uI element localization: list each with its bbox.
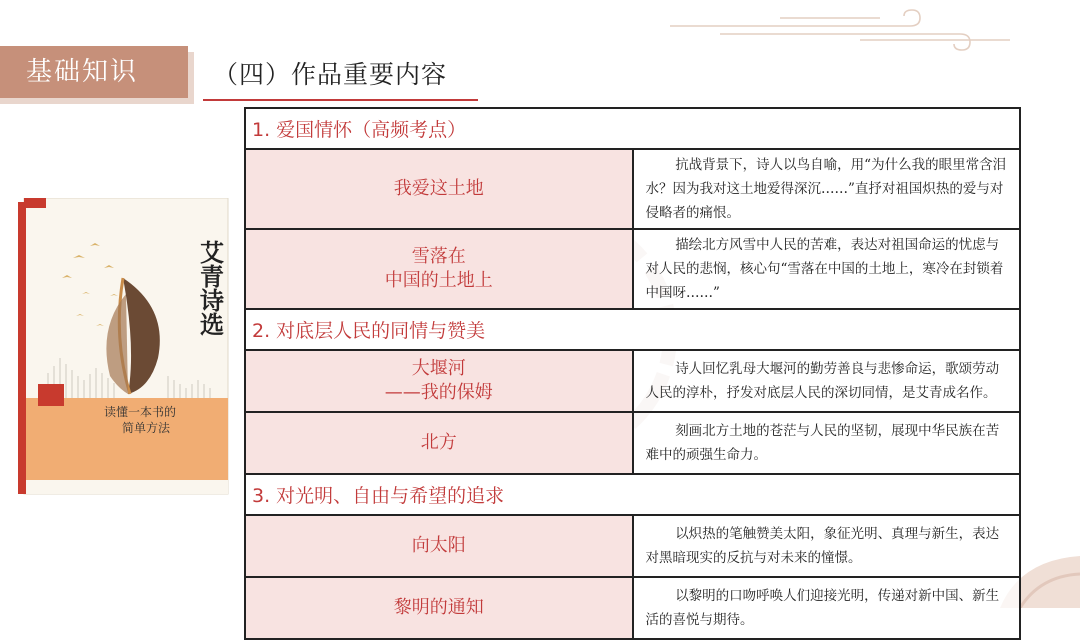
title-underline — [203, 99, 478, 101]
poem-title-cell — [245, 577, 633, 639]
content-table — [244, 107, 1021, 640]
section-heading: 1. 爱国情怀（高频考点） — [245, 108, 1020, 149]
poem-description: 描绘北方风雪中人民的苦难，表达对祖国命运的忧虑与对人民的悲悯，核心句“雪落在中国的土地上，寒冷在封锁着中国呀……” — [633, 229, 1021, 309]
poem-description: 抗战背景下，诗人以鸟自喻，用“为什么我的眼里常含泪水？因为我对这土地爱得深沉……”直抒对祖国炽热的爱与对侵略者的痛恨。 — [633, 149, 1021, 229]
table-row — [245, 149, 1020, 229]
table-row — [245, 412, 1020, 474]
table-row — [245, 350, 1020, 412]
section-heading: 3. 对光明、自由与希望的追求 — [245, 474, 1020, 515]
poem-title-line: 中国的土地上 — [384, 270, 493, 291]
poem-description: 诗人回忆乳母大堰河的勤劳善良与悲惨命运，歌颂劳动人民的淳朴，抒发对底层人民的深切同情，是艾青成名作。 — [633, 350, 1021, 412]
poem-title-cell — [245, 412, 633, 474]
section-heading-row — [245, 309, 1020, 350]
book-cover-image — [18, 198, 232, 498]
poem-title-line: 大堰河 — [411, 358, 466, 379]
poem-title-line: 黎明的通知 — [393, 597, 484, 618]
book-slogan-2: 简单方法 — [122, 421, 171, 435]
poem-title-cell — [245, 515, 633, 577]
poem-title-line: ——我的保姆 — [384, 382, 493, 403]
table-row — [245, 577, 1020, 639]
poem-description: 以炽热的笔触赞美太阳，象征光明、真理与新生，表达对黑暗现实的反抗与对未来的憧憬。 — [633, 515, 1021, 577]
section-heading-row — [245, 474, 1020, 515]
poem-title-cell — [245, 149, 633, 229]
poem-description: 以黎明的口吻呼唤人们迎接光明，传递对新中国、新生活的喜悦与期待。 — [633, 577, 1021, 639]
table-row — [245, 229, 1020, 309]
page-title: （四）作品重要内容 — [213, 60, 448, 89]
book-title: 艾青诗选 — [195, 240, 225, 336]
poem-title-line: 向太阳 — [411, 535, 466, 556]
decorative-cloud-lines — [660, 4, 1020, 54]
section-tag: 基础知识 — [0, 46, 188, 98]
poem-title-cell — [245, 229, 633, 309]
poem-title-cell — [245, 350, 633, 412]
poem-title-line: 我爱这土地 — [393, 178, 484, 199]
book-slogan-1: 读懂一本书的 — [104, 405, 177, 419]
poem-title-line: 雪落在 — [411, 246, 466, 267]
poem-description: 刻画北方土地的苍茫与人民的坚韧，展现中华民族在苦难中的顽强生命力。 — [633, 412, 1021, 474]
poem-title-line: 北方 — [420, 432, 457, 453]
section-heading: 2. 对底层人民的同情与赞美 — [245, 309, 1020, 350]
section-heading-row — [245, 108, 1020, 149]
table-row — [245, 515, 1020, 577]
